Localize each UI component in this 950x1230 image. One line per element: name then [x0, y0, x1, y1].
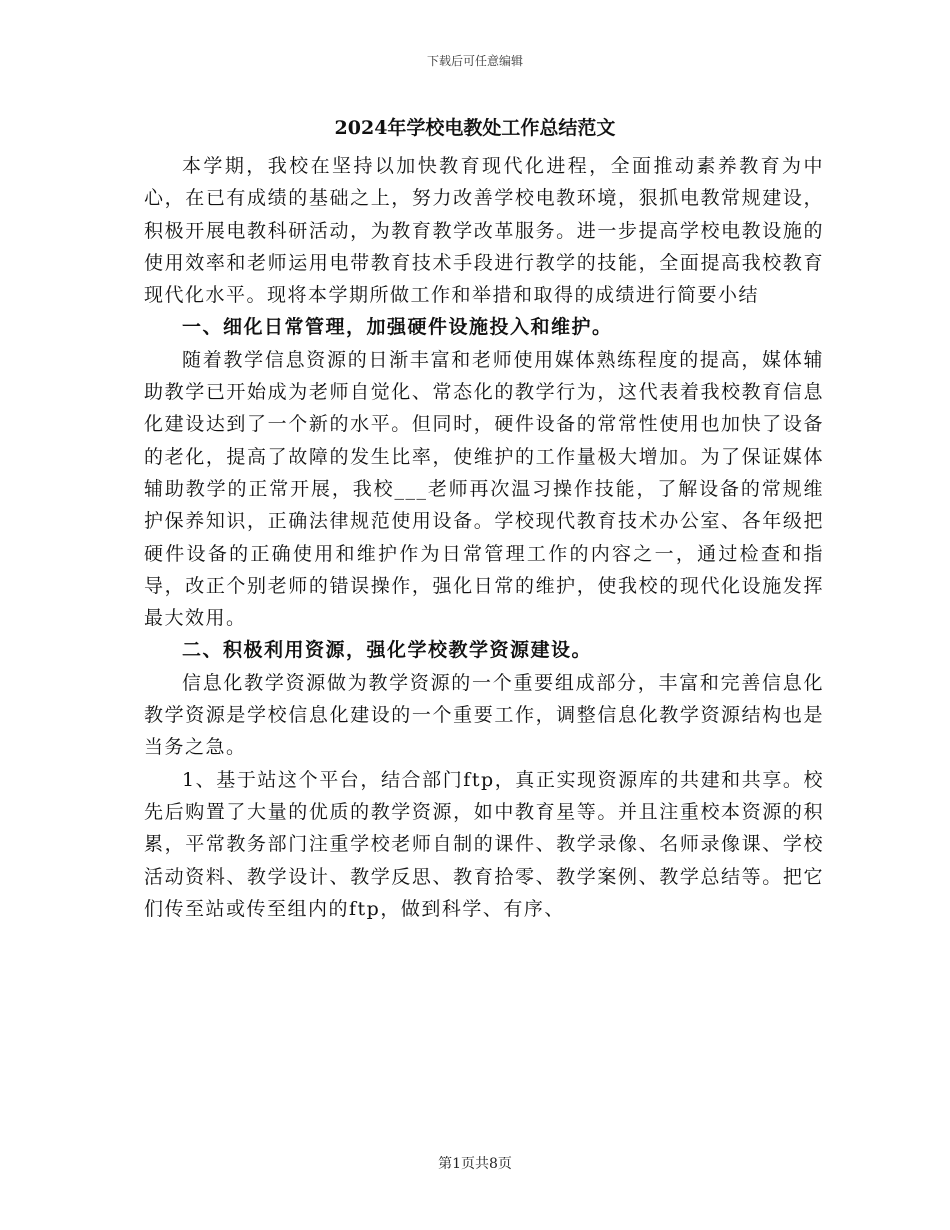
document-title: 2024年学校电教处工作总结范文	[334, 117, 616, 139]
section-1-paragraph: 随着教学信息资源的日渐丰富和老师使用媒体熟练程度的提高，媒体辅助教学已开始成为老师自觉化、常态化的教学行为，这代表着我校教育信息化建设达到了一个新的水平。但同时，硬件设备的常常性使用也加快了设备的老化，提高了故障的发生比率，使维护的工作量极大增加。为了保证媒体辅助教学的正常开展，我校___老师再次温习操作技能，了解设备的常规维护保养知识，正确法律规范使用设备。学校现代教育技术办公室、各年级把硬件设备的正确使用和维护作为日常管理工作的内容之一，通过检查和指导，改正个别老师的错误操作，强化日常的维护，使我校的现代化设施发挥最大效用。	[144, 348, 824, 630]
intro-paragraph: 本学期，我校在坚持以加快教育现代化进程，全面推动素养教育为中心，在已有成绩的基础之上，努力改善学校电教环境，狠抓电教常规建设，积极开展电教科研活动，为教育教学改革服务。进一步提高学校电教设施的使用效率和老师运用电带教育技术手段进行教学的技能，全面提高我校教育现代化水平。现将本学期所做工作和举措和取得的成绩进行简要小结	[144, 155, 824, 307]
page-number: 第1页共8页	[438, 1156, 512, 1172]
section-2-paragraph: 信息化教学资源做为教学资源的一个重要组成部分，丰富和完善信息化教学资源是学校信息化建设的一个重要工作，调整信息化教学资源结构也是当务之急。	[144, 671, 824, 759]
document-body	[144, 150, 824, 925]
page-header-note: 下载后可任意编辑	[426, 54, 523, 68]
section-heading-1: 一、细化日常管理，加强硬件设施投入和维护。	[182, 316, 613, 339]
section-2-item-1: 1、基于站这个平台，结合部门ftp，真正实现资源库的共建和共享。校先后购置了大量的优质的教学资源，如中教育星等。并且注重校本资源的积累，平常教务部门注重学校老师自制的课件、教学录像、名师录像课、学校活动资料、教学设计、教学反思、教育拾零、教学案例、教学总结等。把它们传至站或传至组内的ftp，做到科学、有序、	[144, 768, 824, 920]
section-heading-2: 二、积极利用资源，强化学校教学资源建设。	[182, 639, 593, 662]
